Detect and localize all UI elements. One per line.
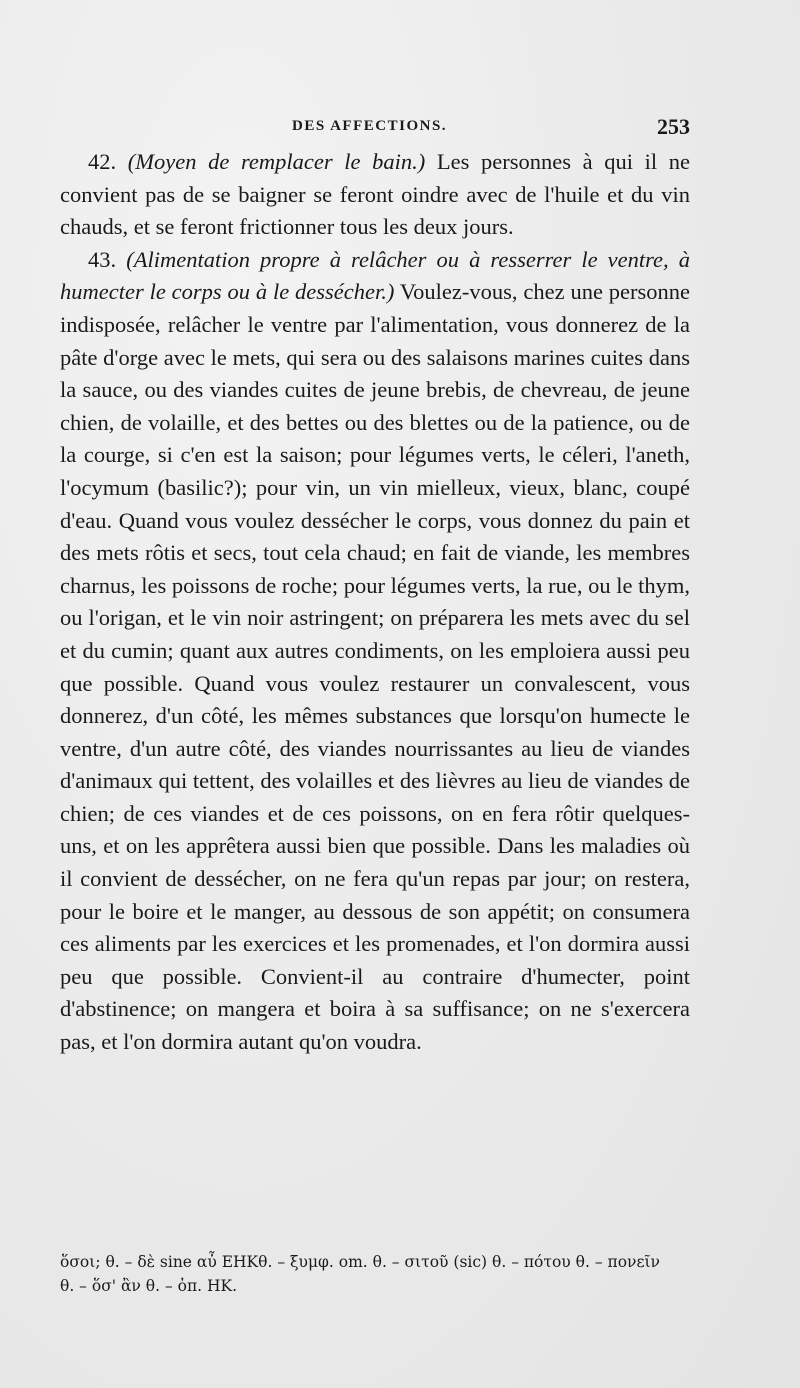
footnote-line: ὅσοι; θ. – δὲ sine αὖ EHKθ. – ξυμφ. om. θ. – σιτοῦ (sic) θ. – πότου θ. – πονεῖν <box>60 1253 660 1271</box>
running-head <box>60 114 690 144</box>
paragraph-43 <box>60 244 690 1059</box>
paragraph-title: (Moyen de remplacer le bain.) <box>127 149 426 174</box>
paragraph-number: 43. <box>88 246 117 272</box>
body-text <box>60 146 690 1059</box>
paragraph-text: Voulez-vous, chez une personne indisposée, relâcher le ventre par l'alimentation, vous donnerez de la pâte d'orge avec le mets, qui sera ou des salaisons marines cuites dans la sauce, ou des viandes cuites de jeune brebis, de chevreau, de jeune chien, de volaille, et des bettes ou des blettes ou de la patience, ou de la courge, si c'en est la saison; pour légumes verts, le céleri, l'aneth, l'ocymum (basilic?); pour vin, un vin mielleux, vieux, blanc, coupé d'eau. Quand vous voulez dessécher le corps, vous donnez du pain et des mets rôtis et secs, tout cela chaud; en fait de viande, les membres charnus, les poissons de roche; pour légumes verts, la rue, ou le thym, ou l'origan, et le vin noir astringent; on préparera les mets avec du sel et du cumin; quant aux autres condiments, on les emploiera aussi peu que possible. Quand vous voulez restaurer un convalescent, vous donnerez, d'un côté, les mêmes substances que lorsqu'on humecte le ventre, d'un autre côté, des viandes nourrissantes au lieu de viandes d'animaux qui tettent, des volailles et des lièvres au lieu de viandes de chien; de ces viandes et de ces poissons, on en fera rôtir quelques-uns, et on les apprêtera aussi bien que possible. Dans les maladies où il convient de dessécher, on ne fera qu'un repas par jour; on restera, pour le boire et le manger, au dessous de son appétit; on consumera ces aliments par les exercices et les promenades, et l'on dormira aussi peu que possible. Convient-il au contraire d'humecter, point d'abstinence; on mangera et boira à sa suffisance; on ne s'exercera pas, et l'on dormira autant qu'on voudra. <box>60 279 690 1055</box>
running-title: DES AFFECTIONS. <box>292 118 448 134</box>
paragraph-text: Les personnes à qui il ne convient pas de se baigner se feront oindre avec de l'huile et du vin chauds, et se feront frictionner tous les deux jours. <box>60 149 690 240</box>
page-number: 253 <box>657 114 690 139</box>
paragraph-number: 42. <box>88 149 117 174</box>
paragraph-title: (Alimentation propre à relâcher ou à resserrer le ventre, à humecter le corps ou à le dessécher.) <box>60 246 690 305</box>
footnotes <box>60 1250 700 1298</box>
paragraph-42 <box>60 146 690 244</box>
footnote-line: θ. – ὅσ' ἂν θ. – ὀπ. HK. <box>60 1277 238 1295</box>
